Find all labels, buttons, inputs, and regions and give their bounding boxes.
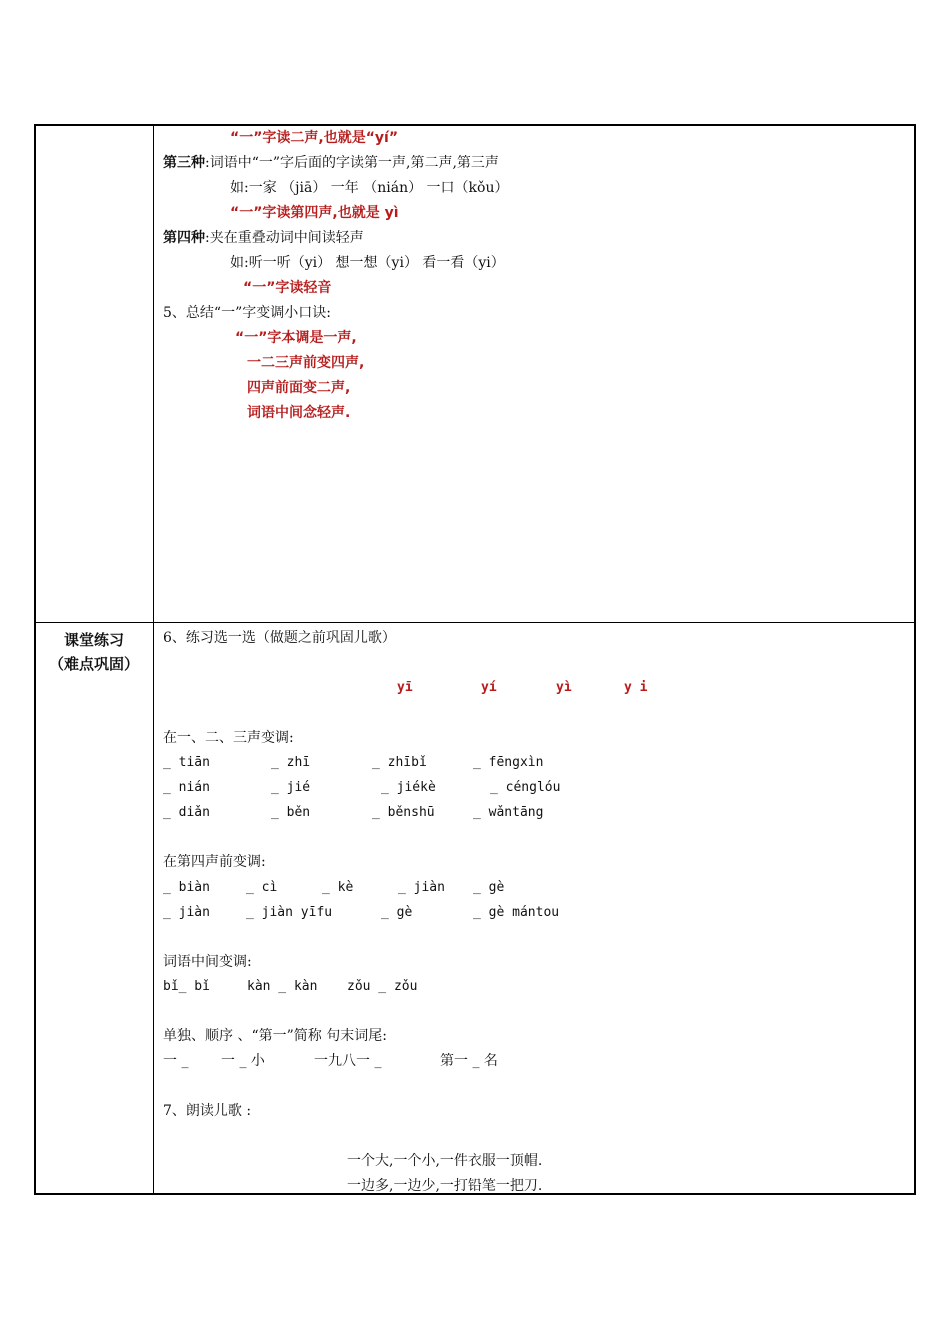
exercise-item: _ běnshū [372, 805, 435, 820]
exercise-item: _ gè [473, 880, 505, 895]
exercise-item: _ biàn [163, 880, 210, 895]
option-yi4: yì [556, 680, 572, 695]
rhyme-line: 词语中间念轻声. [247, 405, 351, 421]
rule3-example: 如:一家 （jiā） 一年 （nián） 一口（kǒu） [230, 180, 509, 196]
practice-label: 课堂练习 [63, 631, 124, 649]
rule3-result: “一”字读第四声,也就是 yì [230, 205, 399, 221]
rhyme-line: 一二三声前变四声, [247, 355, 365, 371]
sec1-title: 在一、二、三声变调: [163, 730, 294, 746]
exercise-item: _ jié [271, 780, 311, 795]
poem-line: 一个大,一个小,一件衣服一顶帽. [347, 1153, 543, 1169]
rule2-result: “一”字读二声,也就是“yí” [230, 130, 399, 146]
rhyme-line: “一”字本调是一声, [235, 330, 357, 346]
rule4-example: 如:听一听（yi） 想一想（yi） 看一看（yi） [230, 255, 505, 271]
q7-title: 7、朗读儿歌 : [163, 1103, 252, 1119]
rhyme-line: 四声前面变二声, [247, 380, 351, 396]
exercise-item: _ jiàn yīfu [246, 905, 333, 920]
exercise-item: _ jiàn [398, 880, 445, 895]
exercise-item: _ cì [246, 880, 278, 895]
rule3-text: :词语中“一”字后面的字读第一声,第二声,第三声 [205, 155, 499, 171]
option-yi-neutral: y i [624, 680, 648, 695]
exercise-item: _ cénglóu [490, 780, 561, 795]
sec3-title: 词语中间变调: [163, 954, 252, 970]
rule4-head: 第四种 [163, 230, 205, 246]
exercise-item: _ jiékè [381, 780, 436, 795]
exercise-item: 一 _ 小 [221, 1053, 265, 1069]
exercise-item: 一 _ [163, 1053, 189, 1069]
exercise-item: _ zhībǐ [372, 755, 427, 770]
exercise-item: zǒu _ zǒu [347, 979, 418, 994]
exercise-item: _ gè [381, 905, 413, 920]
rule4-text: :夹在重叠动词中间读轻声 [205, 230, 364, 246]
q6-title: 6、练习选一选（做题之前巩固儿歌） [163, 630, 396, 646]
exercise-item: _ kè [322, 880, 354, 895]
practice-sublabel: （难点巩固） [48, 655, 139, 673]
sec2-title: 在第四声前变调: [163, 854, 266, 870]
summary-title: 5、总结“一”字变调小口诀: [163, 305, 331, 321]
exercise-item: 第一 _ 名 [440, 1053, 498, 1069]
rule3-head: 第三种 [163, 155, 205, 171]
rule4-result: “一”字读轻音 [243, 280, 332, 296]
option-yi2: yí [481, 680, 497, 695]
exercise-item: _ fēngxìn [473, 755, 544, 770]
rule4-line [163, 229, 364, 247]
exercise-item: _ tiān [163, 755, 210, 770]
exercise-item: _ nián [163, 780, 210, 795]
poem-line: 一边多,一边少,一打铅笔一把刀. [347, 1178, 543, 1194]
exercise-item: _ wǎntāng [473, 805, 544, 820]
exercise-item: _ diǎn [163, 805, 210, 820]
exercise-item: _ jiàn [163, 905, 210, 920]
exercise-item: 一九八一 _ [314, 1053, 382, 1069]
exercise-item: _ běn [271, 805, 311, 820]
option-yi1: yī [397, 680, 413, 695]
exercise-item: kàn _ kàn [247, 979, 318, 994]
row-divider [34, 622, 916, 623]
rule3-line [163, 154, 499, 172]
exercise-item: bǐ_ bǐ [163, 979, 210, 994]
exercise-item: _ gè mántou [473, 905, 560, 920]
sec4-title: 单独、顺序 、“第一”简称 句末词尾: [163, 1028, 387, 1044]
exercise-item: _ zhī [271, 755, 311, 770]
